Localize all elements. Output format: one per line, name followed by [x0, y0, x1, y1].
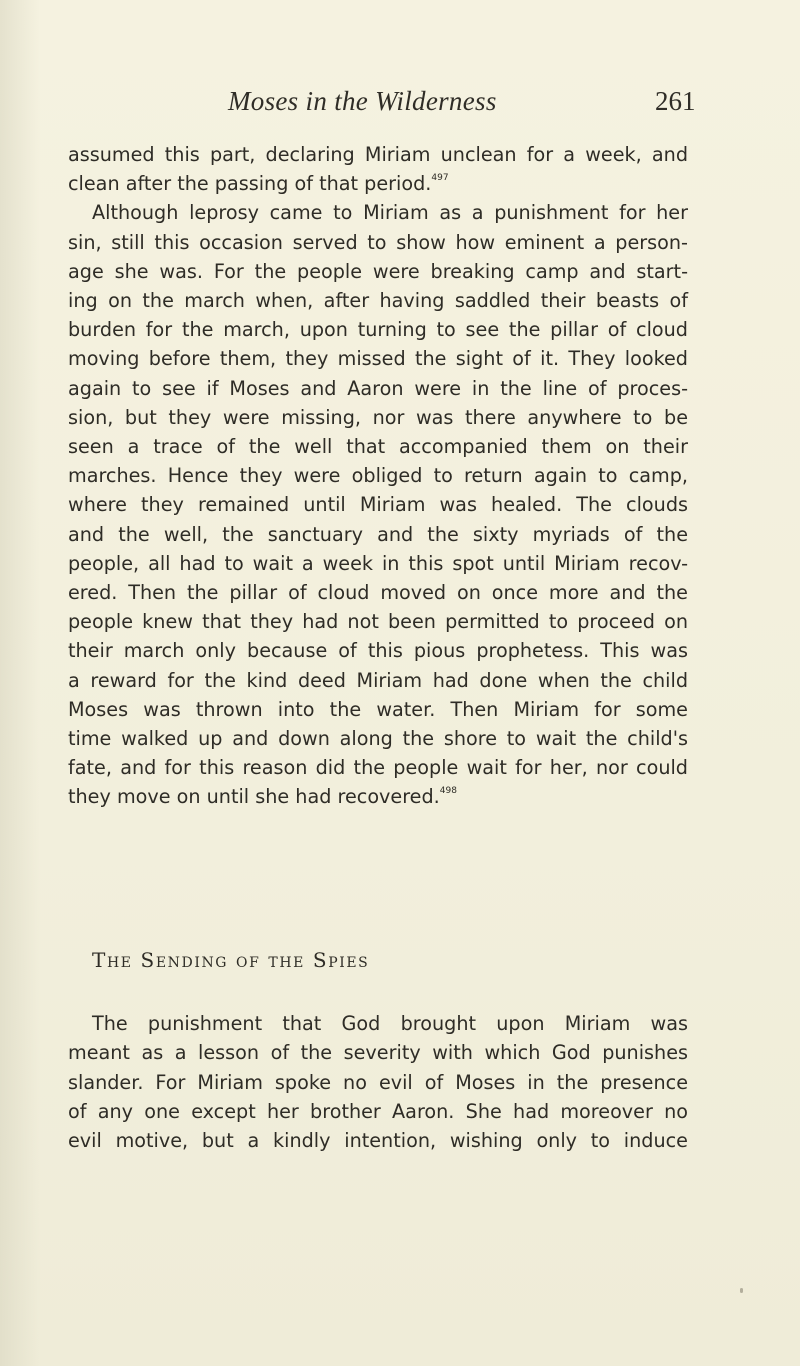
text-line: ered. Then the pillar of cloud moved on once more and the: [68, 581, 688, 605]
text-line: people, all had to wait a week in this spot until Miriam recov-: [68, 551, 688, 575]
text-line: age she was. For the people were breaking camp and start-: [68, 259, 688, 283]
paragraph-3: [68, 1009, 688, 1155]
text-line: meant as a lesson of the severity with which God punishes: [68, 1041, 688, 1065]
text-line: Moses was thrown into the water. Then Miriam for some: [68, 697, 688, 721]
text-line: moving before them, they missed the sight of it. They looked: [68, 347, 688, 371]
paragraph-1: [68, 140, 688, 198]
text-line: sin, still this occasion served to show how eminent a person-: [68, 230, 688, 254]
text-line: [68, 169, 688, 198]
text-line: ing on the march when, after having saddled their beasts of: [68, 289, 688, 313]
text-line-content: clean after the passing of that period.: [68, 172, 432, 196]
section-body: [68, 990, 688, 1174]
text-line: seen a trace of the well that accompanied them on their: [68, 435, 688, 459]
text-line: burden for the march, upon turning to see the pillar of cloud: [68, 318, 688, 342]
text-line: a reward for the kind deed Miriam had done when the child: [68, 668, 688, 692]
text-line: their march only because of this pious prophetess. This was: [68, 639, 688, 663]
running-head: Moses in the Wilderness: [228, 86, 497, 116]
text-line: evil motive, but a kindly intention, wishing only to induce: [68, 1129, 688, 1152]
text-line: The punishment that God brought upon Miriam was: [92, 1012, 688, 1036]
text-line: again to see if Moses and Aaron were in the line of proces-: [68, 376, 688, 400]
page-header: [0, 86, 800, 118]
page-number: 261: [655, 86, 696, 116]
text-line: Although leprosy came to Miriam as a punishment for her: [92, 201, 688, 225]
body-text: [68, 140, 688, 812]
text-line: of any one except her brother Aaron. She had moreover no: [68, 1099, 688, 1123]
text-line: time walked up and down along the shore to wait the child's: [68, 727, 688, 751]
footnote-ref: 497: [431, 173, 449, 184]
text-line: people knew that they had not been permitted to proceed on: [68, 610, 688, 634]
text-line: and the well, the sanctuary and the sixty myriads of the: [68, 522, 688, 546]
paragraph-2: [68, 198, 688, 811]
text-line: [68, 782, 688, 811]
text-line: slander. For Miriam spoke no evil of Moses in the presence: [68, 1070, 688, 1094]
text-line: where they remained until Miriam was healed. The clouds: [68, 493, 688, 517]
text-line: marches. Hence they were obliged to return again to camp,: [68, 464, 688, 488]
text-line: fate, and for this reason did the people wait for her, nor could: [68, 756, 688, 780]
footnote-ref: 498: [439, 786, 457, 797]
text-line: assumed this part, declaring Miriam unclean for a week, and: [68, 143, 688, 166]
text-line-content: they move on until she had recovered.: [68, 785, 440, 809]
paper-speck: [740, 1288, 743, 1293]
text-line: sion, but they were missing, nor was there anywhere to be: [68, 405, 688, 429]
section-heading: The Sending of the Spies: [92, 948, 370, 972]
